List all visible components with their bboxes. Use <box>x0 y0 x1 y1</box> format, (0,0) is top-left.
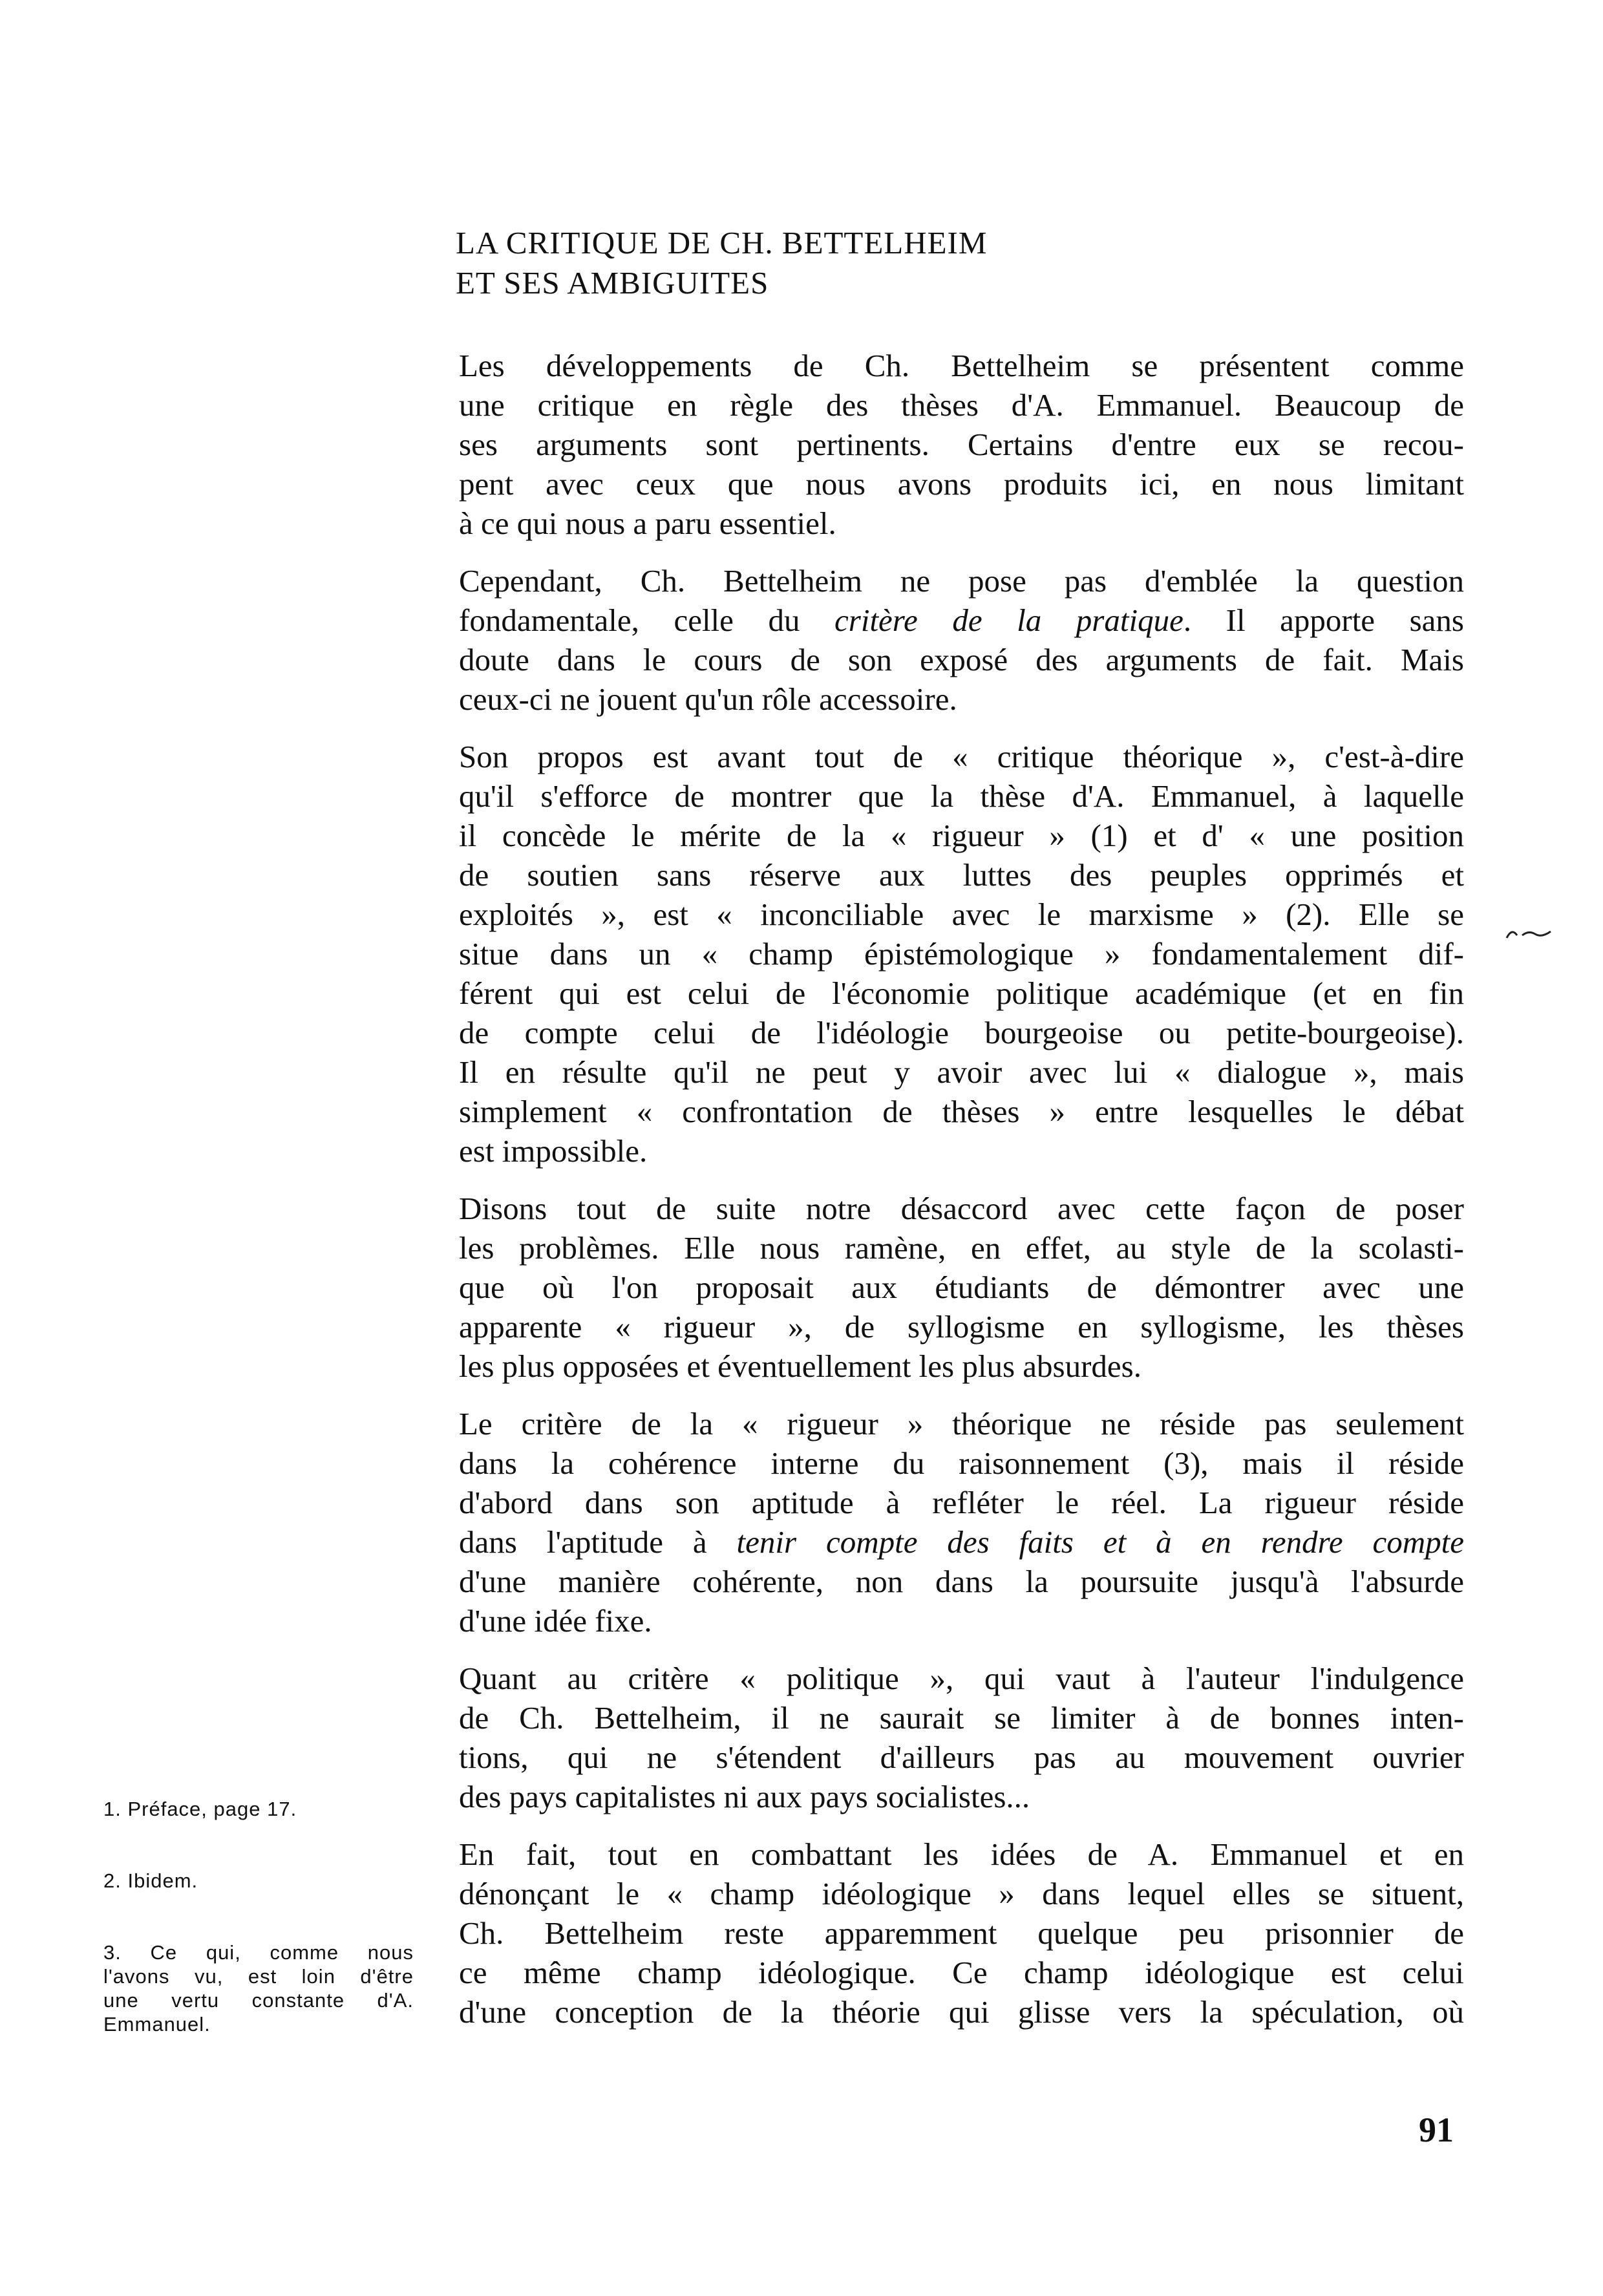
text-line: ceux-ci ne jouent qu'un rôle accessoire. <box>459 681 957 717</box>
text-line: Son propos est avant tout de « critique théorique », c'est-à-dire <box>459 739 1464 774</box>
text-line: Les développements de Ch. Bettelheim se présentent comme <box>459 348 1464 383</box>
text-line: Cependant, Ch. Bettelheim ne pose pas d'emblée la question <box>459 563 1464 599</box>
text-line: il concède le mérite de la « rigueur » (1) et d' « une position <box>459 818 1464 853</box>
text-line: les plus opposées et éventuellement les plus absurdes. <box>459 1348 1141 1384</box>
paragraph <box>459 1834 1464 2032</box>
text-line: que où l'on proposait aux étudiants de démontrer avec une <box>459 1270 1464 1305</box>
footnote-line: l'avons vu, est loin d'être <box>103 1965 414 1988</box>
footnote-line: Emmanuel. <box>103 2013 211 2036</box>
text-line: à ce qui nous a paru essentiel. <box>459 505 836 541</box>
footnote-line: 3. Ce qui, comme nous <box>103 1941 414 1964</box>
text-line: Quant au critère « politique », qui vaut à l'auteur l'indulgence <box>459 1661 1464 1696</box>
text-line: d'une manière cohérente, non dans la poursuite jusqu'à l'absurde <box>459 1564 1464 1599</box>
page-number: 91 <box>1419 2110 1454 2149</box>
text-line: de Ch. Bettelheim, il ne saurait se limiter à de bonnes inten- <box>459 1700 1464 1736</box>
text-line: de compte celui de l'idéologie bourgeoise ou petite-bourgeoise). <box>459 1015 1464 1050</box>
paragraph <box>459 737 1464 1171</box>
text-line: simplement « confrontation de thèses » entre lesquelles le débat <box>459 1094 1464 1129</box>
text-line: apparente « rigueur », de syllogisme en syllogisme, les thèses <box>459 1309 1464 1345</box>
text-line: Ch. Bettelheim reste apparemment quelque peu prisonnier de <box>459 1915 1464 1951</box>
emphasized-text: critère de la pratique <box>834 602 1184 638</box>
text-line: situe dans un « champ épistémologique » fondamentalement dif- <box>459 936 1464 972</box>
text-line: des pays capitalistes ni aux pays socialistes... <box>459 1779 1030 1814</box>
margin-annotation-mark <box>1503 921 1555 947</box>
text-line: d'une conception de la théorie qui glisse vers la spéculation, où <box>459 1994 1464 2030</box>
heading-line: LA CRITIQUE DE CH. BETTELHEIM <box>456 225 988 260</box>
text-line: exploités », est « inconciliable avec le marxisme » (2). Elle se <box>459 897 1464 932</box>
text-line: doute dans le cours de son exposé des arguments de fait. Mais <box>459 642 1464 677</box>
text-line: les problèmes. Elle nous ramène, en effet, au style de la scolasti- <box>459 1230 1464 1266</box>
text-line: qu'il s'efforce de montrer que la thèse d'A. Emmanuel, à laquelle <box>459 778 1464 814</box>
section-heading <box>456 223 1425 303</box>
paragraph <box>459 561 1464 719</box>
footnote-line: 1. Préface, page 17. <box>103 1798 297 1820</box>
text-line: pent avec ceux que nous avons produits ici, en nous limitant <box>459 466 1464 502</box>
paragraph <box>459 1404 1464 1641</box>
text-line: Disons tout de suite notre désaccord avec cette façon de poser <box>459 1191 1464 1226</box>
text-line: une critique en règle des thèses d'A. Emmanuel. Beaucoup de <box>459 387 1464 423</box>
footnote-line: 2. Ibidem. <box>103 1869 198 1892</box>
text-line: fondamentale, celle du critère de la pratique. Il apporte sans <box>459 602 1464 638</box>
paragraph <box>459 346 1464 543</box>
body-text <box>459 346 1464 2050</box>
paragraph <box>459 1659 1464 1816</box>
text-line: Le critère de la « rigueur » théorique ne réside pas seulement <box>459 1406 1464 1441</box>
footnotes <box>103 1797 414 2078</box>
text-line: dénonçant le « champ idéologique » dans lequel elles se situent, <box>459 1876 1464 1911</box>
text-line: tions, qui ne s'étendent d'ailleurs pas au mouvement ouvrier <box>459 1739 1464 1775</box>
text-line: d'une idée fixe. <box>459 1603 652 1639</box>
text-line: de soutien sans réserve aux luttes des peuples opprimés et <box>459 857 1464 893</box>
heading-line: ET SES AMBIGUITES <box>456 265 769 301</box>
footnote <box>103 1797 414 1821</box>
text-line: Il en résulte qu'il ne peut y avoir avec lui « dialogue », mais <box>459 1054 1464 1090</box>
text-line: dans l'aptitude à tenir compte des faits et à en rendre compte <box>459 1524 1464 1560</box>
text-line: est impossible. <box>459 1133 648 1169</box>
text-line: En fait, tout en combattant les idées de A. Emmanuel et en <box>459 1836 1464 1872</box>
text-line: ses arguments sont pertinents. Certains d'entre eux se recou- <box>459 427 1464 462</box>
footnote <box>103 1940 414 2036</box>
text-line: dans la cohérence interne du raisonnement (3), mais il réside <box>459 1445 1464 1481</box>
text-line: ce même champ idéologique. Ce champ idéologique est celui <box>459 1955 1464 1990</box>
footnote-line: une vertu constante d'A. <box>103 1989 414 2012</box>
emphasized-text: tenir compte des faits et à en rendre compte <box>736 1524 1464 1560</box>
footnote <box>103 1869 414 1893</box>
paragraph <box>459 1189 1464 1386</box>
text-line: férent qui est celui de l'économie politique académique (et en fin <box>459 975 1464 1011</box>
text-line: d'abord dans son aptitude à refléter le réel. La rigueur réside <box>459 1485 1464 1520</box>
